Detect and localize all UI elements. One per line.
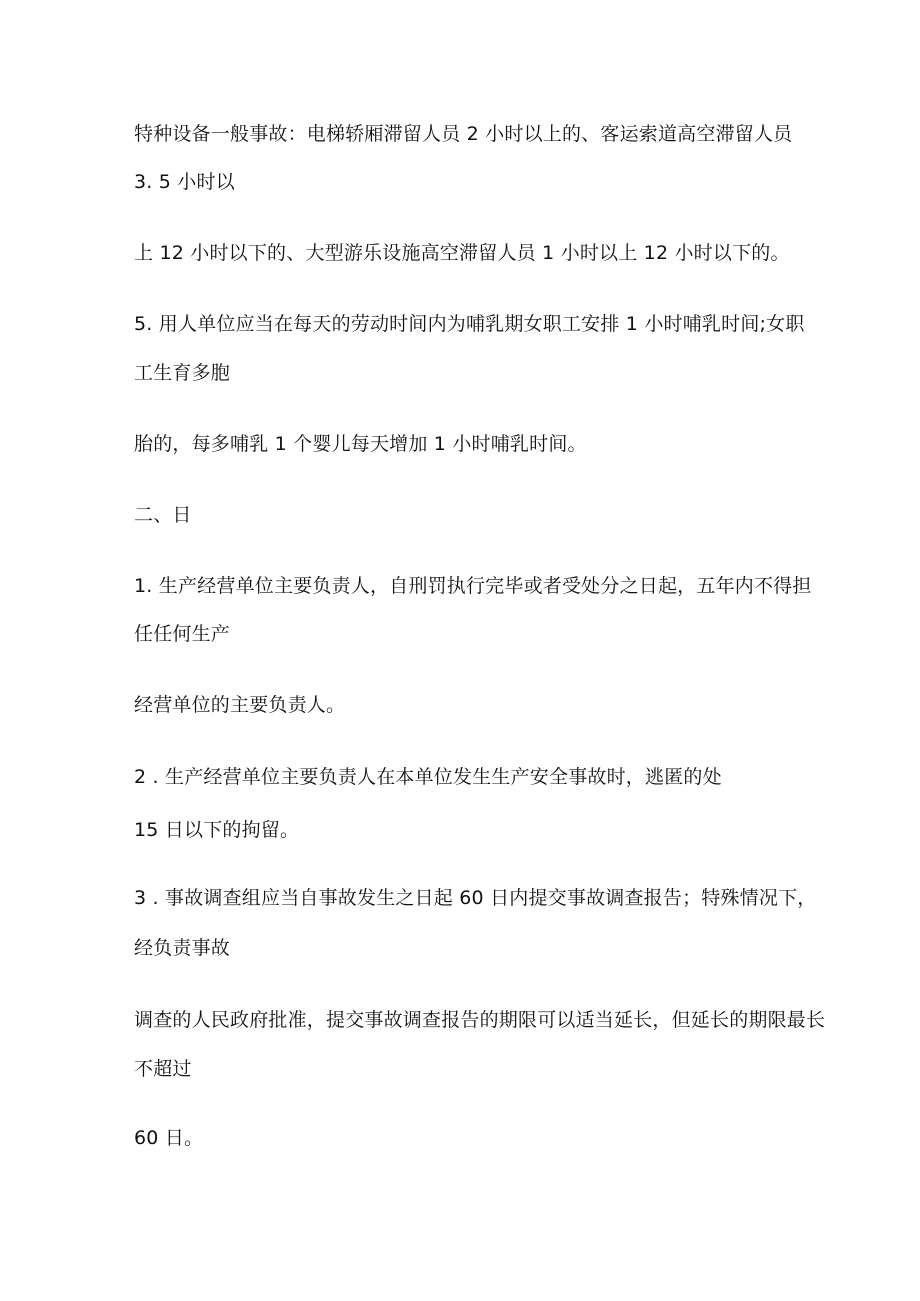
text-line: 经负责事故 (134, 937, 231, 959)
section-heading: 二、日 (134, 504, 192, 526)
text-line: 不超过 (134, 1058, 192, 1080)
text-line: 60 日。 (134, 1127, 204, 1149)
text-line: 经营单位的主要负责人。 (134, 694, 346, 716)
text-line: 3. 5 小时以 (134, 171, 235, 193)
text-line: 胎的，每多哺乳 1 个婴儿每天增加 1 小时哺乳时间。 (134, 433, 587, 455)
text-line: 15 日以下的拘留。 (134, 819, 300, 841)
text-line: 工生育多胞 (134, 362, 231, 384)
text-line: 特种设备一般事故：电梯轿厢滞留人员 2 小时以上的、客运索道高空滞留人员 (134, 123, 793, 145)
text-line: 3 . 事故调查组应当自事故发生之日起 60 日内提交事故调查报告；特殊情况下， (134, 887, 817, 909)
text-line: 任任何生产 (134, 623, 231, 645)
text-line: 上 12 小时以下的、大型游乐设施高空滞留人员 1 小时以上 12 小时以下的。 (134, 242, 790, 264)
text-line: 5. 用人单位应当在每天的劳动时间内为哺乳期女职工安排 1 小时哺乳时间;女职 (134, 313, 805, 335)
text-line: 1. 生产经营单位主要负责人，自刑罚执行完毕或者受处分之日起，五年内不得担 (134, 575, 812, 597)
text-line: 2 . 生产经营单位主要负责人在本单位发生生产安全事故时，逃匿的处 (134, 766, 722, 788)
text-line: 调查的人民政府批准，提交事故调查报告的期限可以适当延长，但延长的期限最长 (134, 1009, 826, 1031)
